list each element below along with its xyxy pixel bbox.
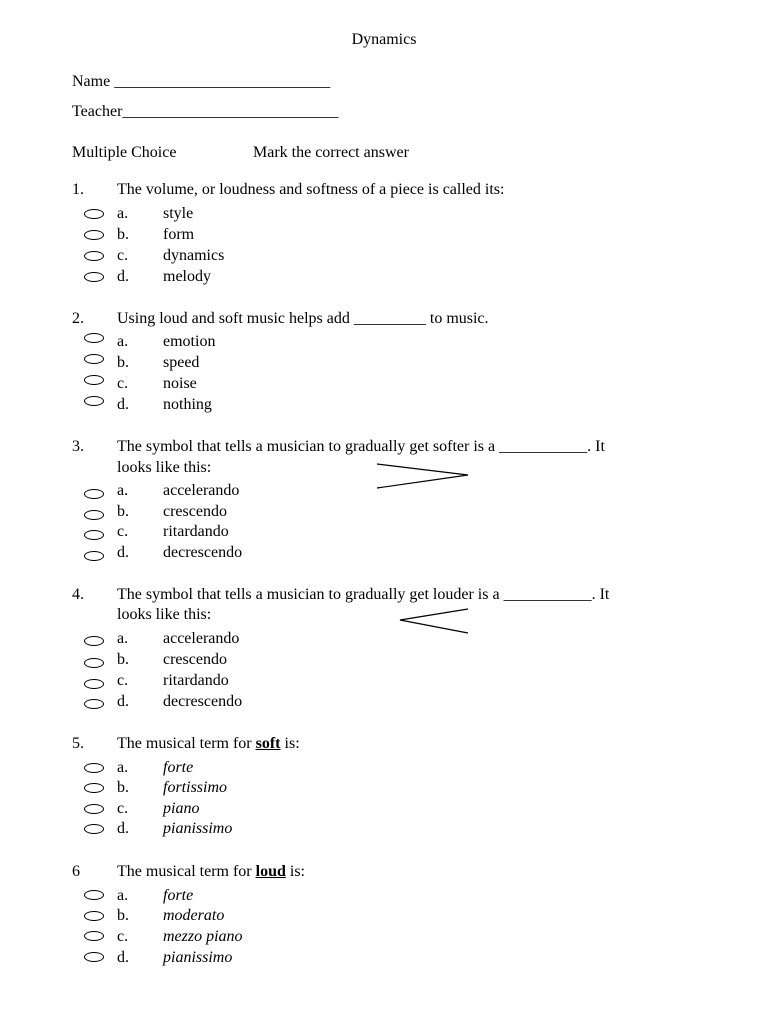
question-text-line1: The symbol that tells a musician to gradually get louder is a ___________. It	[117, 586, 610, 603]
option-text: ritardando	[163, 672, 229, 689]
question-number: 6	[72, 863, 80, 880]
option-text: piano	[163, 800, 200, 817]
option-text: decrescendo	[163, 693, 243, 710]
answer-bubble[interactable]	[84, 824, 104, 834]
option-letter: a.	[117, 482, 129, 499]
question-text	[117, 862, 305, 882]
option-letter: c.	[117, 523, 129, 540]
option-text: decrescendo	[163, 544, 243, 561]
answer-bubble[interactable]	[84, 763, 104, 773]
question-keyword: loud	[255, 863, 286, 880]
option-letter: d.	[117, 268, 129, 285]
answer-bubble[interactable]	[84, 551, 104, 561]
option-text: dynamics	[163, 247, 225, 264]
option-text: style	[163, 205, 194, 222]
option-letter: a.	[117, 630, 129, 647]
answer-bubble[interactable]	[84, 375, 104, 385]
question-text: Using loud and soft music helps add _________ to music.	[117, 310, 489, 327]
answer-bubble[interactable]	[84, 333, 104, 343]
option-letter: c.	[117, 928, 129, 945]
option-text: pianissimo	[163, 820, 233, 837]
page-title: Dynamics	[351, 31, 417, 48]
option-letter: c.	[117, 375, 129, 392]
option-letter: d.	[117, 396, 129, 413]
option-letter: a.	[117, 205, 129, 222]
question-number: 1.	[72, 181, 84, 198]
answer-bubble[interactable]	[84, 510, 104, 520]
option-text: noise	[163, 375, 197, 392]
option-letter: c.	[117, 247, 129, 264]
option-text: accelerando	[163, 630, 240, 647]
crescendo-hairpin-icon	[398, 607, 470, 635]
instruction-text: Mark the correct answer	[253, 144, 409, 161]
option-letter: b.	[117, 503, 129, 520]
answer-bubble[interactable]	[84, 272, 104, 282]
question-text: The volume, or loudness and softness of a piece is called its:	[117, 181, 505, 198]
option-letter: c.	[117, 800, 129, 817]
teacher-field-label: Teacher___________________________	[72, 103, 339, 120]
decrescendo-hairpin-icon	[376, 462, 470, 490]
option-text: accelerando	[163, 482, 240, 499]
question-text-start: The musical term for	[117, 735, 256, 752]
answer-bubble[interactable]	[84, 931, 104, 941]
question-text-line2: looks like this:	[117, 459, 212, 476]
answer-bubble[interactable]	[84, 251, 104, 261]
option-text: mezzo piano	[163, 928, 243, 945]
option-letter: b.	[117, 779, 129, 796]
answer-bubble[interactable]	[84, 658, 104, 668]
option-text: forte	[163, 759, 194, 776]
answer-bubble[interactable]	[84, 890, 104, 900]
option-text: crescendo	[163, 651, 227, 668]
answer-bubble[interactable]	[84, 783, 104, 793]
option-text: ritardando	[163, 523, 229, 540]
answer-bubble[interactable]	[84, 396, 104, 406]
option-letter: d.	[117, 949, 129, 966]
option-letter: d.	[117, 693, 129, 710]
answer-bubble[interactable]	[84, 636, 104, 646]
question-number: 3.	[72, 438, 84, 455]
option-letter: a.	[117, 887, 129, 904]
question-number: 2.	[72, 310, 84, 327]
question-number: 4.	[72, 586, 84, 603]
option-letter: c.	[117, 672, 129, 689]
option-text: form	[163, 226, 195, 243]
answer-bubble[interactable]	[84, 354, 104, 364]
option-letter: b.	[117, 651, 129, 668]
option-text: forte	[163, 887, 194, 904]
question-number: 5.	[72, 735, 84, 752]
question-text-start: The musical term for	[117, 863, 256, 880]
option-letter: b.	[117, 354, 129, 371]
answer-bubble[interactable]	[84, 804, 104, 814]
answer-bubble[interactable]	[84, 952, 104, 962]
option-text: pianissimo	[163, 949, 233, 966]
answer-bubble[interactable]	[84, 679, 104, 689]
question-text-end: is:	[280, 735, 300, 752]
option-text: moderato	[163, 907, 225, 924]
answer-bubble[interactable]	[84, 911, 104, 921]
option-text: crescendo	[163, 503, 227, 520]
answer-bubble[interactable]	[84, 209, 104, 219]
answer-bubble[interactable]	[84, 230, 104, 240]
option-letter: d.	[117, 544, 129, 561]
section-label: Multiple Choice	[72, 144, 177, 161]
option-text: emotion	[163, 333, 216, 350]
answer-bubble[interactable]	[84, 530, 104, 540]
option-text: fortissimo	[163, 779, 228, 796]
option-text: speed	[163, 354, 200, 371]
question-keyword: soft	[255, 735, 281, 752]
answer-bubble[interactable]	[84, 699, 104, 709]
option-letter: a.	[117, 759, 129, 776]
option-letter: b.	[117, 907, 129, 924]
answer-bubble[interactable]	[84, 489, 104, 499]
option-text: nothing	[163, 396, 212, 413]
question-text-line2: looks like this:	[117, 606, 212, 623]
option-text: melody	[163, 268, 211, 285]
question-text-line1: The symbol that tells a musician to gradually get softer is a ___________. It	[117, 438, 605, 455]
option-letter: a.	[117, 333, 129, 350]
option-letter: d.	[117, 820, 129, 837]
question-text	[117, 734, 300, 754]
name-field-label: Name ___________________________	[72, 73, 331, 90]
question-text-end: is:	[285, 863, 305, 880]
option-letter: b.	[117, 226, 129, 243]
